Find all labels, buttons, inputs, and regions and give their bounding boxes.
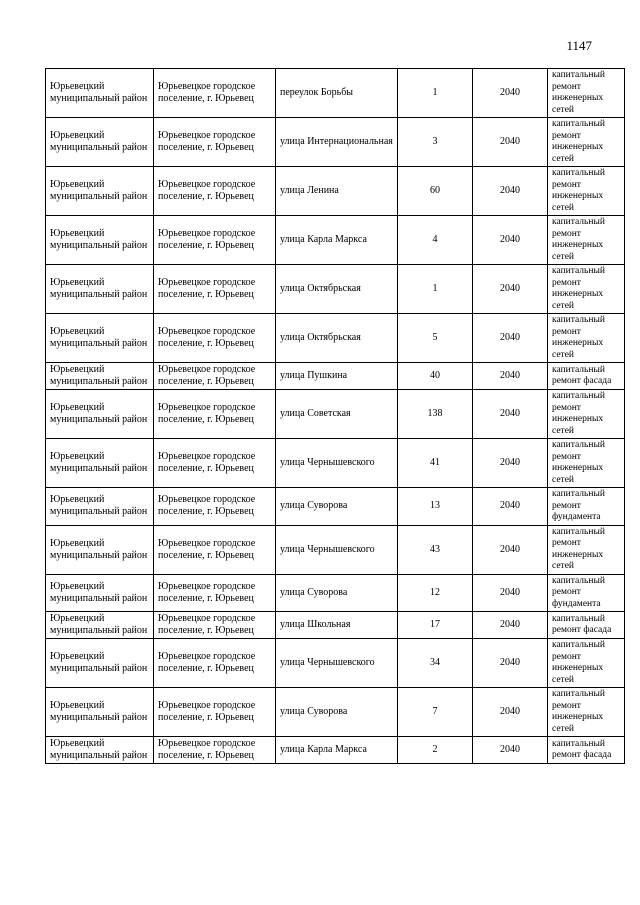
work-type-cell: капитальный ремонт фундамента bbox=[548, 488, 625, 526]
settlement-cell: Юрьевецкое городское поселение, г. Юрьевец bbox=[154, 216, 276, 265]
repair-year-cell: 2040 bbox=[473, 574, 548, 612]
district-cell: Юрьевецкий муниципальный район bbox=[46, 265, 154, 314]
work-type-cell: капитальный ремонт фасада bbox=[548, 363, 625, 390]
street-cell: улица Карла Маркса bbox=[276, 216, 398, 265]
street-cell: улица Чернышевского bbox=[276, 639, 398, 688]
street-cell: улица Интернациональная bbox=[276, 118, 398, 167]
house-number-cell: 40 bbox=[398, 363, 473, 390]
work-type-cell: капитальный ремонт инженерных сетей bbox=[548, 688, 625, 737]
repair-year-cell: 2040 bbox=[473, 639, 548, 688]
settlement-cell: Юрьевецкое городское поселение, г. Юрьевец bbox=[154, 265, 276, 314]
work-type-cell: капитальный ремонт инженерных сетей bbox=[548, 216, 625, 265]
district-cell: Юрьевецкий муниципальный район bbox=[46, 439, 154, 488]
house-number-cell: 7 bbox=[398, 688, 473, 737]
district-cell: Юрьевецкий муниципальный район bbox=[46, 314, 154, 363]
street-cell: улица Советская bbox=[276, 390, 398, 439]
district-cell: Юрьевецкий муниципальный район bbox=[46, 574, 154, 612]
table-row bbox=[46, 118, 625, 167]
street-cell: улица Октябрьская bbox=[276, 314, 398, 363]
repair-year-cell: 2040 bbox=[473, 488, 548, 526]
settlement-cell: Юрьевецкое городское поселение, г. Юрьевец bbox=[154, 118, 276, 167]
work-type-cell: капитальный ремонт инженерных сетей bbox=[548, 118, 625, 167]
settlement-cell: Юрьевецкое городское поселение, г. Юрьевец bbox=[154, 314, 276, 363]
district-cell: Юрьевецкий муниципальный район bbox=[46, 612, 154, 639]
house-number-cell: 43 bbox=[398, 525, 473, 574]
district-cell: Юрьевецкий муниципальный район bbox=[46, 216, 154, 265]
district-cell: Юрьевецкий муниципальный район bbox=[46, 737, 154, 764]
repair-year-cell: 2040 bbox=[473, 118, 548, 167]
settlement-cell: Юрьевецкое городское поселение, г. Юрьевец bbox=[154, 525, 276, 574]
work-type-cell: капитальный ремонт инженерных сетей bbox=[548, 525, 625, 574]
house-number-cell: 1 bbox=[398, 69, 473, 118]
street-cell: улица Октябрьская bbox=[276, 265, 398, 314]
house-number-cell: 138 bbox=[398, 390, 473, 439]
street-cell: улица Школьная bbox=[276, 612, 398, 639]
table-row bbox=[46, 737, 625, 764]
work-type-cell: капитальный ремонт инженерных сетей bbox=[548, 390, 625, 439]
table-row bbox=[46, 363, 625, 390]
house-number-cell: 1 bbox=[398, 265, 473, 314]
district-cell: Юрьевецкий муниципальный район bbox=[46, 688, 154, 737]
work-type-cell: капитальный ремонт фасада bbox=[548, 612, 625, 639]
repair-year-cell: 2040 bbox=[473, 439, 548, 488]
house-number-cell: 4 bbox=[398, 216, 473, 265]
district-cell: Юрьевецкий муниципальный район bbox=[46, 118, 154, 167]
settlement-cell: Юрьевецкое городское поселение, г. Юрьевец bbox=[154, 363, 276, 390]
house-number-cell: 34 bbox=[398, 639, 473, 688]
district-cell: Юрьевецкий муниципальный район bbox=[46, 390, 154, 439]
repair-year-cell: 2040 bbox=[473, 69, 548, 118]
settlement-cell: Юрьевецкое городское поселение, г. Юрьевец bbox=[154, 688, 276, 737]
repair-year-cell: 2040 bbox=[473, 525, 548, 574]
repair-year-cell: 2040 bbox=[473, 363, 548, 390]
house-number-cell: 41 bbox=[398, 439, 473, 488]
street-cell: улица Суворова bbox=[276, 488, 398, 526]
housing-repair-table bbox=[45, 68, 625, 764]
street-cell: улица Чернышевского bbox=[276, 439, 398, 488]
table-row bbox=[46, 314, 625, 363]
settlement-cell: Юрьевецкое городское поселение, г. Юрьевец bbox=[154, 167, 276, 216]
street-cell: улица Суворова bbox=[276, 688, 398, 737]
work-type-cell: капитальный ремонт инженерных сетей bbox=[548, 314, 625, 363]
page-number: 1147 bbox=[566, 38, 592, 53]
table-row bbox=[46, 216, 625, 265]
work-type-cell: капитальный ремонт фасада bbox=[548, 737, 625, 764]
house-number-cell: 13 bbox=[398, 488, 473, 526]
table-row bbox=[46, 688, 625, 737]
settlement-cell: Юрьевецкое городское поселение, г. Юрьевец bbox=[154, 639, 276, 688]
repair-year-cell: 2040 bbox=[473, 265, 548, 314]
settlement-cell: Юрьевецкое городское поселение, г. Юрьевец bbox=[154, 737, 276, 764]
house-number-cell: 17 bbox=[398, 612, 473, 639]
settlement-cell: Юрьевецкое городское поселение, г. Юрьевец bbox=[154, 488, 276, 526]
street-cell: улица Карла Маркса bbox=[276, 737, 398, 764]
work-type-cell: капитальный ремонт инженерных сетей bbox=[548, 639, 625, 688]
house-number-cell: 2 bbox=[398, 737, 473, 764]
work-type-cell: капитальный ремонт инженерных сетей bbox=[548, 167, 625, 216]
table-row bbox=[46, 439, 625, 488]
work-type-cell: капитальный ремонт инженерных сетей bbox=[548, 439, 625, 488]
settlement-cell: Юрьевецкое городское поселение, г. Юрьевец bbox=[154, 574, 276, 612]
table-row bbox=[46, 574, 625, 612]
table-row bbox=[46, 639, 625, 688]
settlement-cell: Юрьевецкое городское поселение, г. Юрьевец bbox=[154, 69, 276, 118]
work-type-cell: капитальный ремонт фундамента bbox=[548, 574, 625, 612]
street-cell: переулок Борьбы bbox=[276, 69, 398, 118]
settlement-cell: Юрьевецкое городское поселение, г. Юрьевец bbox=[154, 439, 276, 488]
repair-year-cell: 2040 bbox=[473, 167, 548, 216]
table-row bbox=[46, 612, 625, 639]
district-cell: Юрьевецкий муниципальный район bbox=[46, 363, 154, 390]
repair-year-cell: 2040 bbox=[473, 737, 548, 764]
street-cell: улица Пушкина bbox=[276, 363, 398, 390]
repair-year-cell: 2040 bbox=[473, 390, 548, 439]
street-cell: улица Чернышевского bbox=[276, 525, 398, 574]
repair-year-cell: 2040 bbox=[473, 688, 548, 737]
district-cell: Юрьевецкий муниципальный район bbox=[46, 488, 154, 526]
table-row bbox=[46, 390, 625, 439]
house-number-cell: 60 bbox=[398, 167, 473, 216]
district-cell: Юрьевецкий муниципальный район bbox=[46, 639, 154, 688]
table-row bbox=[46, 265, 625, 314]
work-type-cell: капитальный ремонт инженерных сетей bbox=[548, 265, 625, 314]
district-cell: Юрьевецкий муниципальный район bbox=[46, 69, 154, 118]
district-cell: Юрьевецкий муниципальный район bbox=[46, 525, 154, 574]
table-row bbox=[46, 69, 625, 118]
repair-year-cell: 2040 bbox=[473, 612, 548, 639]
repair-year-cell: 2040 bbox=[473, 314, 548, 363]
work-type-cell: капитальный ремонт инженерных сетей bbox=[548, 69, 625, 118]
table-row bbox=[46, 525, 625, 574]
house-number-cell: 5 bbox=[398, 314, 473, 363]
settlement-cell: Юрьевецкое городское поселение, г. Юрьевец bbox=[154, 390, 276, 439]
table-row bbox=[46, 167, 625, 216]
table-body bbox=[46, 69, 625, 764]
house-number-cell: 3 bbox=[398, 118, 473, 167]
settlement-cell: Юрьевецкое городское поселение, г. Юрьевец bbox=[154, 612, 276, 639]
table-row bbox=[46, 488, 625, 526]
street-cell: улица Суворова bbox=[276, 574, 398, 612]
house-number-cell: 12 bbox=[398, 574, 473, 612]
street-cell: улица Ленина bbox=[276, 167, 398, 216]
district-cell: Юрьевецкий муниципальный район bbox=[46, 167, 154, 216]
repair-year-cell: 2040 bbox=[473, 216, 548, 265]
